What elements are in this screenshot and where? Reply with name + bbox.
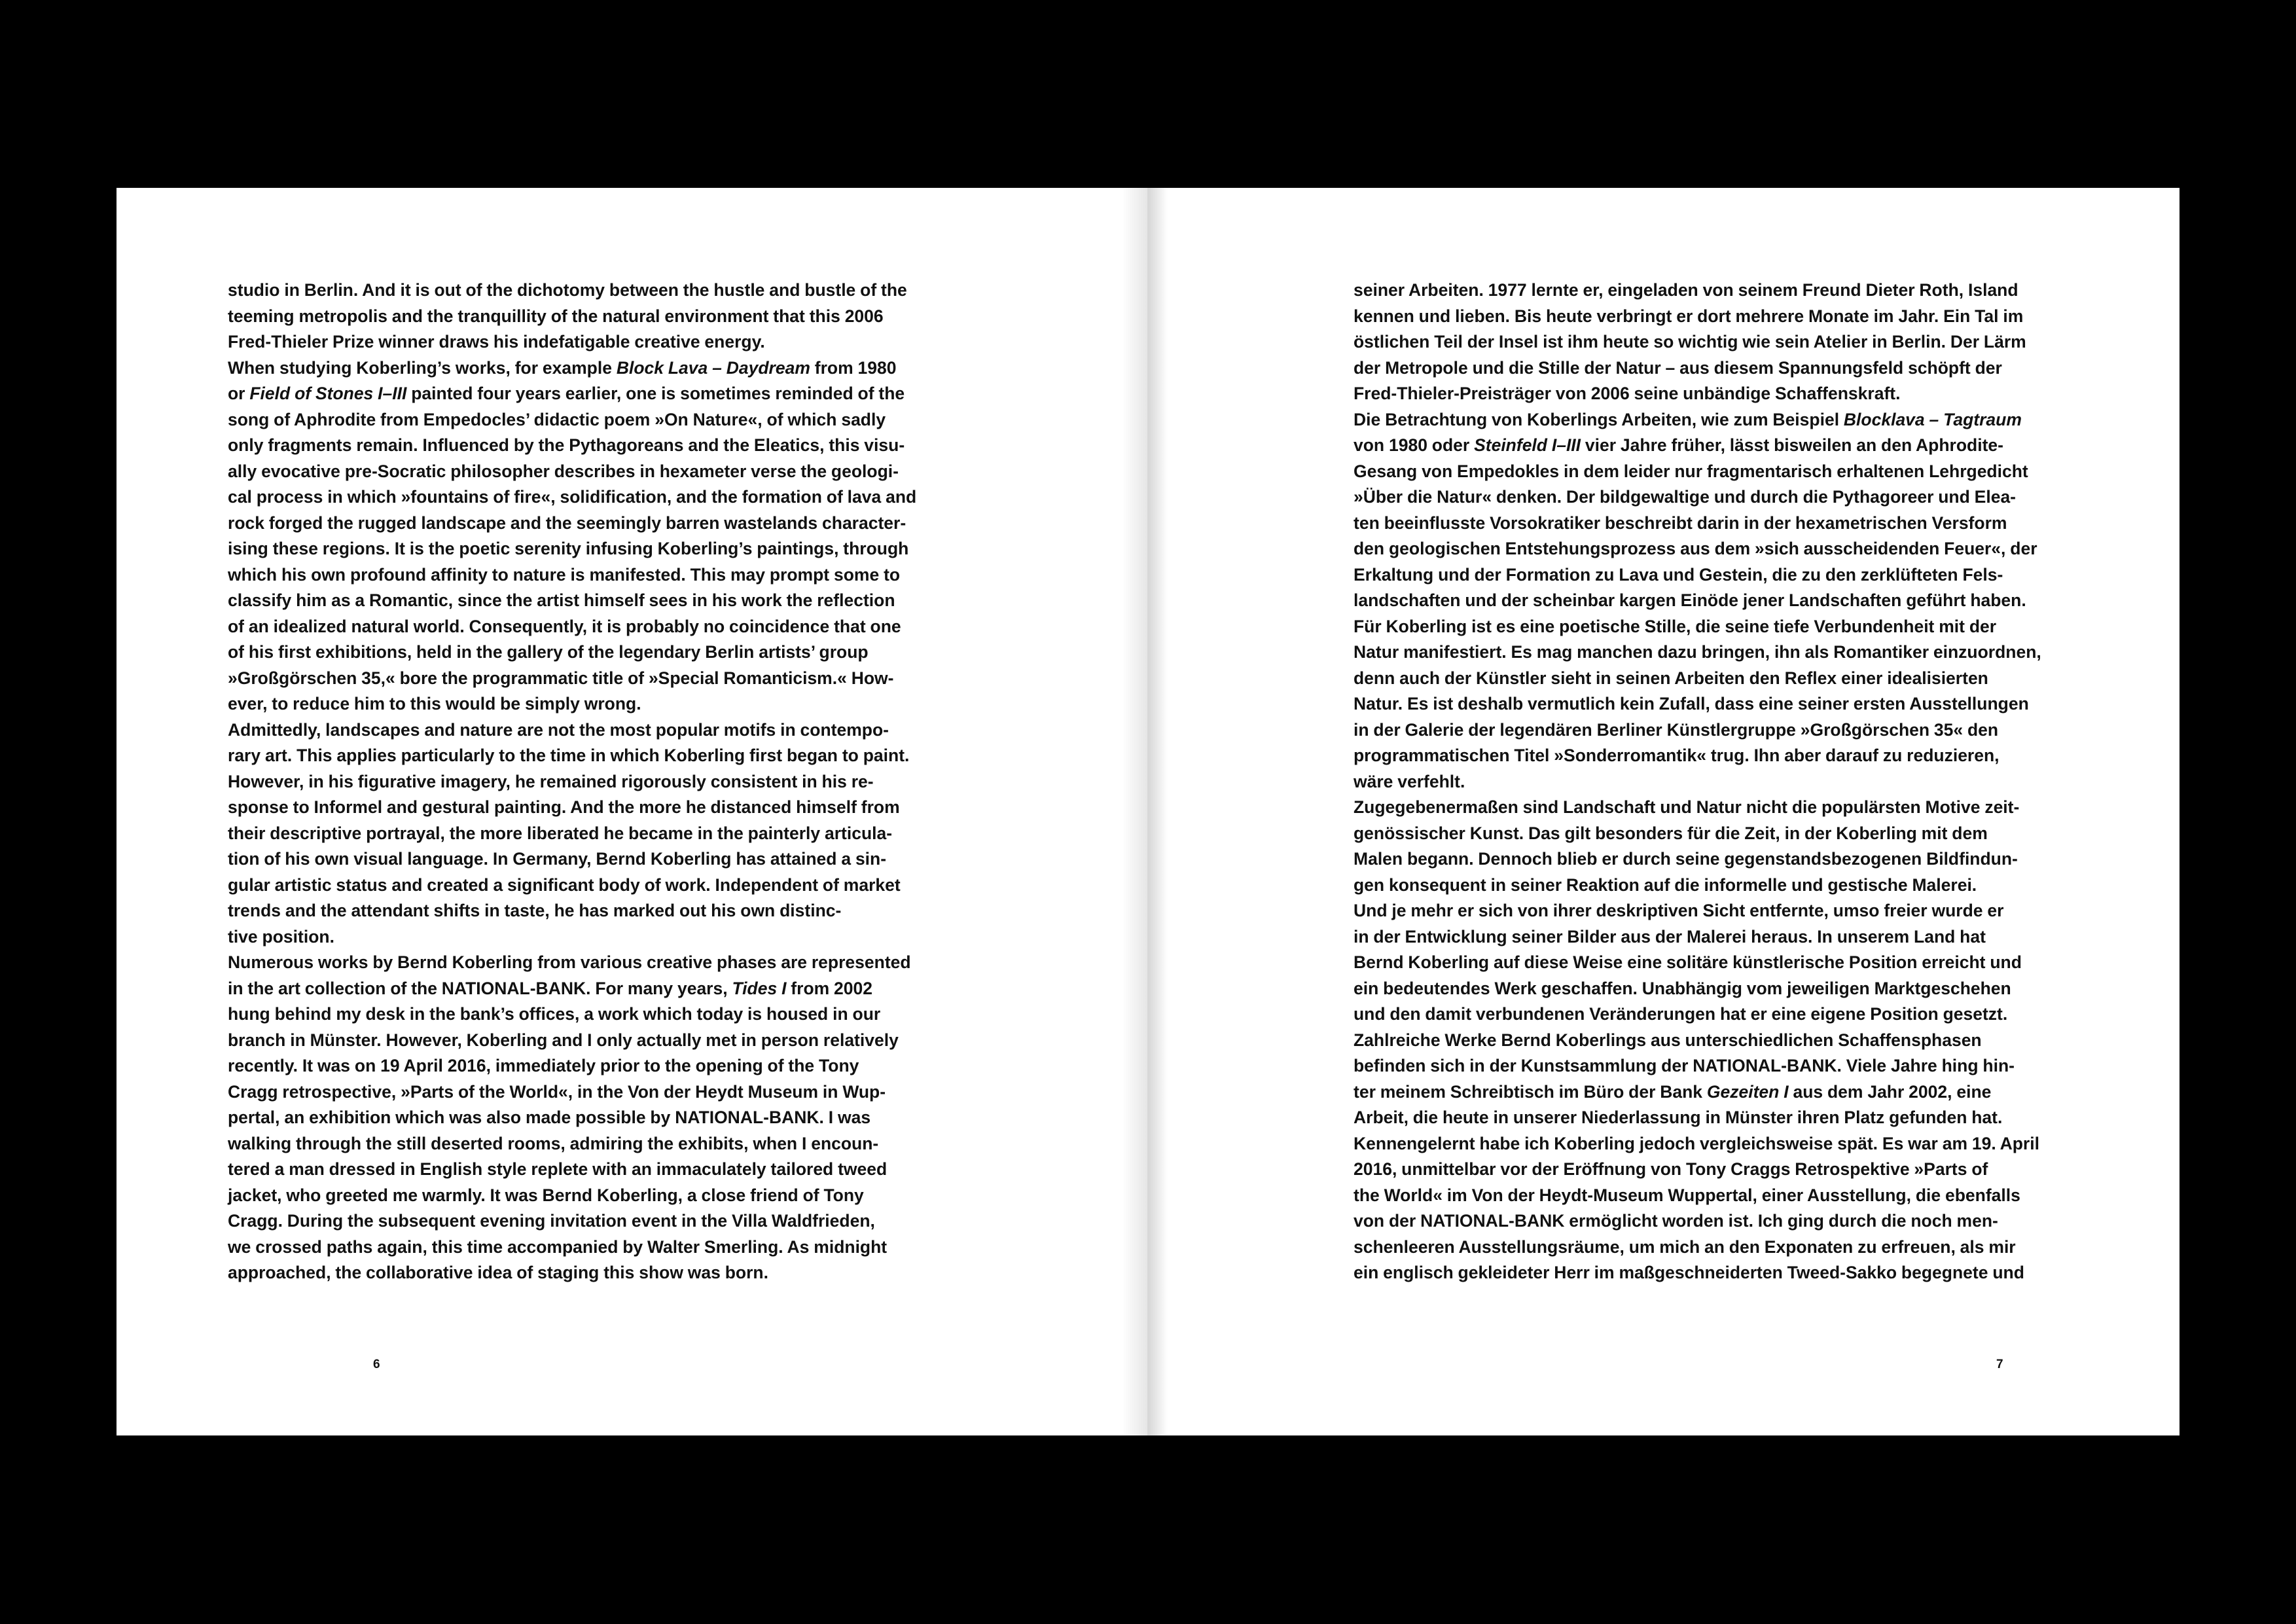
artwork-title: Tides I — [732, 978, 787, 998]
text-line: kennen und lieben. Bis heute verbringt er dort mehrere Monate im Jahr. Ein Tal im — [1354, 306, 2024, 326]
text-line: the World« im Von der Heydt-Museum Wuppertal, einer Ausstellung, die ebenfalls — [1354, 1185, 2020, 1205]
text-line: wäre verfehlt. — [1354, 771, 1465, 791]
book-gutter — [1147, 188, 1149, 1435]
text-line: Kennengelernt habe ich Koberling jedoch vergleichsweise spät. Es war am 19. April — [1354, 1133, 2039, 1153]
text-line: östlichen Teil der Insel ist ihm heute so wichtig wie sein Atelier in Berlin. Der Lärm — [1354, 332, 2026, 352]
text-line: Zahlreiche Werke Bernd Koberlings aus unterschiedlichen Schaffensphasen — [1354, 1030, 1982, 1050]
right-page — [1148, 188, 2179, 1435]
text-line: in der Galerie der legendären Berliner Künstlergruppe »Großgörschen 35« den — [1354, 719, 1999, 740]
text-line: However, in his figurative imagery, he remained rigorously consistent in his re- — [228, 771, 874, 791]
text-line: Malen begann. Dennoch blieb er durch seine gegenstandsbezogenen Bildfindun- — [1354, 849, 2018, 869]
text-run: painted four years earlier, one is sometimes reminded of the — [406, 384, 905, 403]
text-line: seiner Arbeiten. 1977 lernte er, eingeladen von seinem Freund Dieter Roth, Island — [1354, 280, 2018, 300]
text-line: von der NATIONAL-BANK ermöglicht worden ist. Ich ging durch die noch men- — [1354, 1211, 1998, 1231]
text-line: cal process in which »fountains of fire«, solidification, and the formation of lava and — [228, 487, 917, 507]
right-page-body-text — [1354, 278, 2106, 1286]
text-line: 2016, unmittelbar vor der Eröffnung von Tony Craggs Retrospektive »Parts of — [1354, 1159, 1988, 1179]
text-line: rock forged the rugged landscape and the seemingly barren wastelands character- — [228, 513, 906, 533]
text-line: Und je mehr er sich von ihrer deskriptiven Sicht entfernte, umso freier wurde er — [1354, 901, 2004, 920]
text-line: den geologischen Entstehungsprozess aus dem »sich ausscheidenden Feuer«, der — [1354, 539, 2037, 558]
text-line: teeming metropolis and the tranquillity of the natural environment that this 2006 — [228, 306, 884, 326]
text-line: schenleeren Ausstellungsräume, um mich an den Exponaten zu erfreuen, als mir — [1354, 1236, 2016, 1257]
text-line: Natur. Es ist deshalb vermutlich kein Zufall, dass eine seiner ersten Ausstellungen — [1354, 694, 2029, 713]
text-line: befinden sich in der Kunstsammlung der NATIONAL-BANK. Viele Jahre hing hin- — [1354, 1056, 2015, 1075]
artwork-title: Block Lava – Daydream — [616, 357, 810, 378]
text-line: ein englisch gekleideter Herr im maßgeschneiderten Tweed-Sakko begegnete und — [1354, 1263, 2024, 1282]
text-line: Arbeit, die heute in unserer Niederlassung in Münster ihren Platz gefunden hat. — [1354, 1108, 2003, 1127]
text-line: in der Entwicklung seiner Bilder aus der Malerei heraus. In unserem Land hat — [1354, 926, 1986, 947]
text-line — [1354, 1079, 2106, 1106]
text-line: programmatischen Titel »Sonderromantik« trug. Ihn aber darauf zu reduzieren, — [1354, 746, 2000, 765]
text-line: their descriptive portrayal, the more liberated he became in the painterly articula- — [228, 823, 893, 843]
text-line: Numerous works by Bernd Koberling from various creative phases are represented — [228, 952, 911, 972]
text-line: denn auch der Künstler sieht in seinen Arbeiten den Reflex einer idealisierten — [1354, 668, 1988, 688]
text-line: Admittedly, landscapes and nature are not the most popular motifs in contempo- — [228, 719, 889, 740]
text-run: von 1980 oder — [1354, 435, 1475, 455]
text-line: approached, the collaborative idea of staging this show was born. — [228, 1263, 768, 1282]
text-run: from 2002 — [786, 978, 873, 998]
text-line: trends and the attendant shifts in taste, he has marked out his own distinc- — [228, 901, 842, 920]
artwork-title: Field of Stones I–III — [249, 384, 407, 403]
text-line: ten beeinflusste Vorsokratiker beschreibt darin in der hexametrischen Versform — [1354, 513, 2007, 533]
text-line: only fragments remain. Influenced by the Pythagoreans and the Eleatics, this visu- — [228, 435, 905, 455]
artwork-title: Blocklava – Tagtraum — [1843, 409, 2022, 429]
text-run: or — [228, 384, 250, 403]
text-line: classify him as a Romantic, since the artist himself sees in his work the reflection — [228, 590, 895, 610]
text-line: we crossed paths again, this time accompanied by Walter Smerling. As midnight — [228, 1236, 888, 1257]
text-line: Bernd Koberling auf diese Weise eine solitäre künstlerische Position erreicht und — [1354, 952, 2022, 972]
text-line: pertal, an exhibition which was also made possible by NATIONAL-BANK. I was — [228, 1108, 871, 1127]
text-run: Die Betrachtung von Koberlings Arbeiten, wie zum Beispiel — [1354, 409, 1844, 429]
text-line: Zugegebenermaßen sind Landschaft und Natur nicht die populärsten Motive zeit- — [1354, 797, 2020, 817]
text-line: rary art. This applies particularly to the time in which Koberling first began to paint. — [228, 746, 910, 765]
text-line — [228, 381, 980, 407]
text-line — [1354, 407, 2106, 433]
text-line: und den damit verbundenen Veränderungen hat er eine eigene Position gesetzt. — [1354, 1004, 2008, 1024]
text-line: Fred-Thieler-Preisträger von 2006 seine unbändige Schaffenskraft. — [1354, 384, 1901, 403]
text-line: ally evocative pre-Socratic philosopher describes in hexameter verse the geologi- — [228, 461, 899, 481]
left-page — [117, 188, 1148, 1435]
text-line: tive position. — [228, 926, 334, 947]
text-line: Fred-Thieler Prize winner draws his indefatigable creative energy. — [228, 332, 765, 352]
artwork-title: Steinfeld I–III — [1474, 435, 1581, 455]
artwork-title: Gezeiten I — [1706, 1081, 1789, 1102]
text-run: ter meinem Schreibtisch im Büro der Bank — [1354, 1081, 1707, 1102]
text-line: of his first exhibitions, held in the gallery of the legendary Berlin artists’ group — [228, 642, 869, 662]
left-page-body-text — [228, 278, 980, 1286]
text-line: ever, to reduce him to this would be simply wrong. — [228, 694, 641, 713]
text-run: aus dem Jahr 2002, eine — [1788, 1081, 1992, 1102]
gutter-shadow — [1122, 188, 1148, 1435]
text-line: hung behind my desk in the bank’s offices, a work which today is housed in our — [228, 1004, 881, 1024]
text-line: Cragg retrospective, »Parts of the World«, in the Von der Heydt Museum in Wup- — [228, 1081, 886, 1102]
text-run: vier Jahre früher, lässt bisweilen an den Aphrodite- — [1581, 435, 2003, 455]
text-line: which his own profound affinity to nature is manifested. This may prompt some to — [228, 564, 901, 585]
text-line: Natur manifestiert. Es mag manchen dazu bringen, ihn als Romantiker einzuordnen, — [1354, 642, 2041, 662]
text-line: of an idealized natural world. Consequently, it is probably no coincidence that one — [228, 616, 901, 636]
text-line: studio in Berlin. And it is out of the dichotomy between the hustle and bustle of the — [228, 280, 907, 300]
text-line: genössischer Kunst. Das gilt besonders für die Zeit, in der Koberling mit dem — [1354, 823, 1988, 843]
text-line: ein bedeutendes Werk geschaffen. Unabhängig vom jeweiligen Marktgeschehen — [1354, 978, 2011, 998]
text-line: der Metropole und die Stille der Natur – aus diesem Spannungsfeld schöpft der — [1354, 357, 2002, 378]
text-line: gular artistic status and created a significant body of work. Independent of market — [228, 875, 901, 895]
text-line: Erkaltung und der Formation zu Lava und Gestein, die zu den zerklüfteten Fels- — [1354, 564, 2003, 585]
text-line: tion of his own visual language. In Germany, Bernd Koberling has attained a sin- — [228, 849, 887, 869]
text-line: recently. It was on 19 April 2016, immediately prior to the opening of the Tony — [228, 1056, 859, 1075]
text-line: Cragg. During the subsequent evening invitation event in the Villa Waldfrieden, — [228, 1211, 875, 1231]
text-line: Für Koberling ist es eine poetische Stille, die seine tiefe Verbundenheit mit der — [1354, 616, 1997, 636]
text-line: gen konsequent in seiner Reaktion auf die informelle und gestische Malerei. — [1354, 875, 1977, 895]
text-line: landschaften und der scheinbar kargen Einöde jener Landschaften geführt haben. — [1354, 590, 2026, 610]
text-run: in the art collection of the NATIONAL-BANK. For many years, — [228, 978, 732, 998]
text-line: song of Aphrodite from Empedocles’ didactic poem »On Nature«, of which sadly — [228, 409, 886, 429]
text-line — [1354, 433, 2106, 459]
text-line: tered a man dressed in English style replete with an immaculately tailored tweed — [228, 1159, 888, 1179]
text-line: Gesang von Empedokles in dem leider nur fragmentarisch erhaltenen Lehrgedicht — [1354, 461, 2028, 481]
page-number-left: 6 — [373, 1358, 380, 1371]
text-line: walking through the still deserted rooms, admiring the exhibits, when I encoun- — [228, 1133, 879, 1153]
text-line: jacket, who greeted me warmly. It was Bernd Koberling, a close friend of Tony — [228, 1185, 864, 1205]
gutter-shadow — [1148, 188, 1168, 1435]
text-line: ising these regions. It is the poetic serenity infusing Koberling’s paintings, through — [228, 539, 909, 558]
text-run: When studying Koberling’s works, for example — [228, 357, 617, 378]
text-line: branch in Münster. However, Koberling and I only actually met in person relatively — [228, 1030, 899, 1050]
book-spread — [117, 188, 2179, 1435]
text-line — [228, 976, 980, 1002]
text-line: sponse to Informel and gestural painting. And the more he distanced himself from — [228, 797, 900, 817]
text-line: »Großgörschen 35,« bore the programmatic title of »Special Romanticism.« How- — [228, 668, 894, 688]
text-run: from 1980 — [810, 357, 897, 378]
text-line: »Über die Natur« denken. Der bildgewaltige und durch die Pythagoreer und Elea- — [1354, 487, 2017, 507]
text-line — [228, 355, 980, 382]
page-number-right: 7 — [1996, 1358, 2003, 1371]
